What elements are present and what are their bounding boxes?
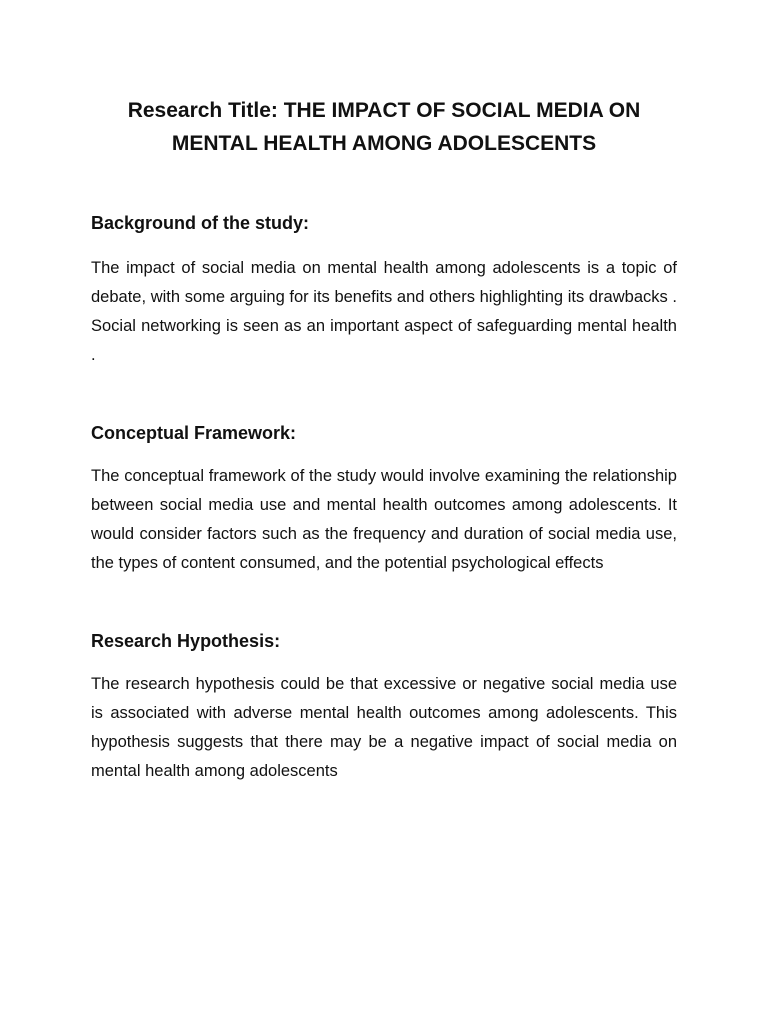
section-body-conceptual-framework: The conceptual framework of the study would involve examining the relationship between social media use and mental health outcomes among adolescents. It would consider factors such as the frequency and duration of social media use, the types of content consumed, and the potential psychological effects [91, 467, 677, 572]
section-heading-background: Background of the study: [91, 213, 310, 233]
section-heading-research-hypothesis: Research Hypothesis: [91, 631, 281, 651]
title-line-2: MENTAL HEALTH AMONG ADOLESCENTS [171, 132, 597, 155]
title-line-1: Research Title: THE IMPACT OF SOCIAL MEDIA ON [127, 99, 641, 122]
section-heading-conceptual-framework: Conceptual Framework: [91, 423, 297, 443]
section-conceptual-framework [91, 420, 677, 578]
section-body-background: The impact of social media on mental health among adolescents is a topic of debate, with some arguing for its benefits and others highlighting its drawbacks . Social networking is seen as an important aspect of safeguarding mental health . [91, 259, 677, 364]
section-background [91, 210, 677, 370]
section-body-research-hypothesis: The research hypothesis could be that excessive or negative social media use is associated with adverse mental health outcomes among adolescents. This hypothesis suggests that there may be a negative impact of social media on mental health among adolescents [91, 675, 677, 780]
section-research-hypothesis [91, 628, 677, 786]
research-title [91, 94, 677, 160]
